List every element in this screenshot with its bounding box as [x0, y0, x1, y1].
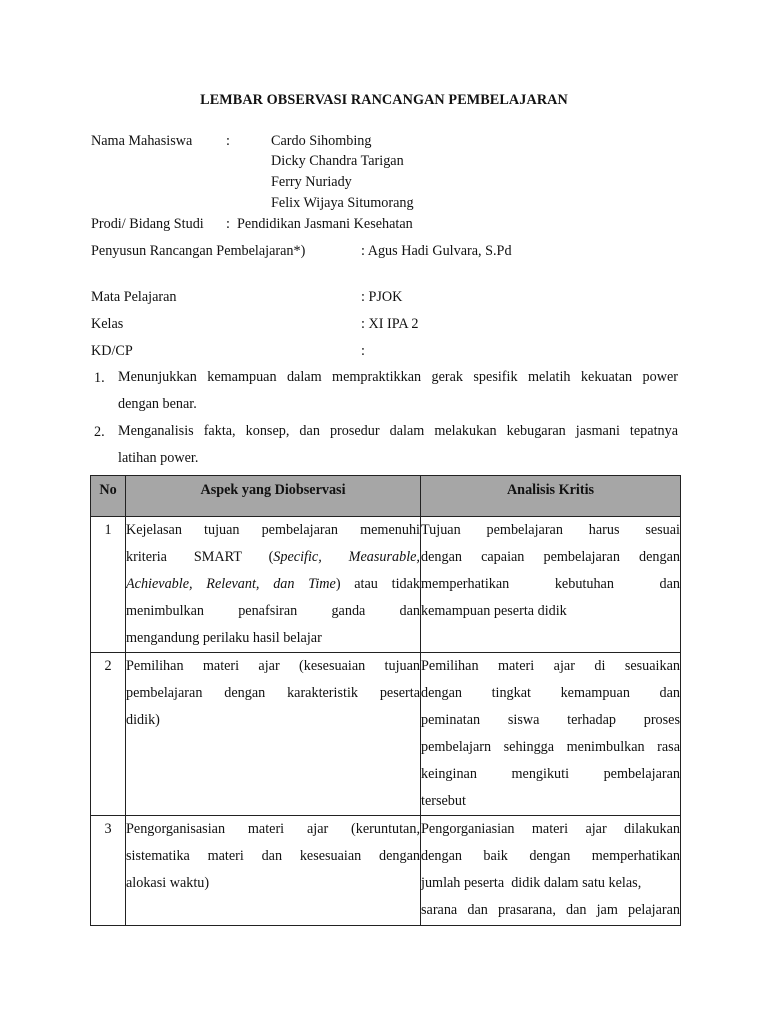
penyusun-label: Penyusun Rancangan Pembelajaran*): [91, 243, 306, 259]
aspek-line: Pengorganisasian materi ajar (keruntutan,: [126, 821, 420, 837]
analisis-line: dengan baik dengan memperhatikan: [421, 848, 680, 864]
nama-mahasiswa-label: Nama Mahasiswa: [91, 133, 193, 149]
aspek-text: ) atau tidak: [335, 576, 420, 592]
kelas-label: Kelas: [91, 316, 124, 332]
kd-item-line: Menganalisis fakta, konsep, dan prosedur dalam melakukan kebugaran jasmani tepatnya: [118, 423, 678, 439]
aspek-line: Kejelasan tujuan pembelajaran memenuhi: [126, 522, 420, 538]
analisis-cell: [421, 517, 681, 653]
kdcp-label: KD/CP: [91, 343, 133, 359]
row-number: 3: [91, 816, 126, 926]
aspek-line: mengandung perilaku hasil belajar: [126, 630, 322, 646]
student-name: Ferry Nuriady: [271, 174, 352, 190]
analisis-line: sarana dan prasarana, dan jam pelajaran: [421, 902, 680, 918]
kd-item-line: dengan benar.: [118, 396, 197, 412]
aspek-line: menimbulkan penafsiran ganda dan: [126, 603, 420, 619]
student-name: Cardo Sihombing: [271, 133, 372, 149]
analisis-line: kemampuan peserta didik: [421, 603, 567, 619]
analisis-line: jumlah peserta didik dalam satu kelas,: [421, 875, 642, 891]
table-row: [91, 653, 681, 816]
aspek-line: didik): [126, 712, 160, 728]
row-number: 1: [91, 517, 126, 653]
penyusun-value: : Agus Hadi Gulvara, S.Pd: [361, 243, 512, 259]
mata-pelajaran-value: : PJOK: [361, 289, 403, 305]
aspek-cell: [126, 816, 421, 926]
kd-item-text: [118, 418, 678, 472]
kd-item-text: [118, 364, 678, 418]
column-header-analisis: Analisis Kritis: [421, 476, 681, 517]
analisis-line: dengan capaian pembelajaran dengan: [421, 549, 680, 565]
analisis-line: Pemilihan materi ajar di sesuaikan: [421, 658, 680, 674]
analisis-line: dengan tingkat kemampuan dan: [421, 685, 680, 701]
aspek-line: pembelajaran dengan karakteristik peserta: [126, 685, 420, 701]
table-header-row: [91, 476, 681, 517]
analisis-line: Tujuan pembelajaran harus sesuai: [421, 522, 680, 538]
row-number: 2: [91, 653, 126, 816]
aspek-cell: [126, 517, 421, 653]
student-name: Felix Wijaya Situmorang: [271, 195, 414, 211]
column-header-no: No: [91, 476, 126, 517]
aspek-cell: [126, 653, 421, 816]
document-title: LEMBAR OBSERVASI RANCANGAN PEMBELAJARAN: [200, 92, 568, 108]
kdcp-value: :: [361, 343, 365, 359]
kd-item-line: latihan power.: [118, 450, 199, 466]
kelas-value: : XI IPA 2: [361, 316, 419, 332]
kd-item-number: 2.: [94, 424, 105, 440]
nama-mahasiswa-colon: :: [226, 133, 230, 149]
table-row: [91, 517, 681, 653]
observation-table: [90, 475, 681, 926]
mata-pelajaran-label: Mata Pelajaran: [91, 289, 177, 305]
analisis-line: pembelajarn sehingga menimbulkan rasa: [421, 739, 680, 755]
aspek-line: [126, 544, 420, 571]
aspek-italic-text: Achievable, Relevant, dan Time: [126, 576, 336, 592]
analisis-line: keinginan mengikuti pembelajaran: [421, 766, 680, 782]
column-header-aspek: Aspek yang Diobservasi: [126, 476, 421, 517]
aspek-text: kriteria SMART (: [126, 549, 274, 565]
analisis-line: tersebut: [421, 793, 466, 809]
kd-item-line: Menunjukkan kemampuan dalam mempraktikkan gerak spesifik melatih kekuatan power: [118, 369, 678, 385]
prodi-value: : Pendidikan Jasmani Kesehatan: [226, 216, 413, 232]
kd-item-number: 1.: [94, 370, 105, 386]
table-row: [91, 816, 681, 926]
aspek-line: sistematika materi dan kesesuaian dengan: [126, 848, 420, 864]
analisis-line: peminatan siswa terhadap proses: [421, 712, 680, 728]
analisis-cell: [421, 653, 681, 816]
analisis-line: Pengorganiasian materi ajar dilakukan: [421, 821, 680, 837]
aspek-line: [126, 571, 420, 598]
aspek-line: Pemilihan materi ajar (kesesuaian tujuan: [126, 658, 420, 674]
analisis-cell: [421, 816, 681, 926]
aspek-line: alokasi waktu): [126, 875, 210, 891]
aspek-italic-text: Specific, Measurable,: [273, 549, 420, 565]
prodi-label: Prodi/ Bidang Studi: [91, 216, 204, 232]
student-name: Dicky Chandra Tarigan: [271, 153, 404, 169]
analisis-line: memperhatikan kebutuhan dan: [421, 576, 680, 592]
